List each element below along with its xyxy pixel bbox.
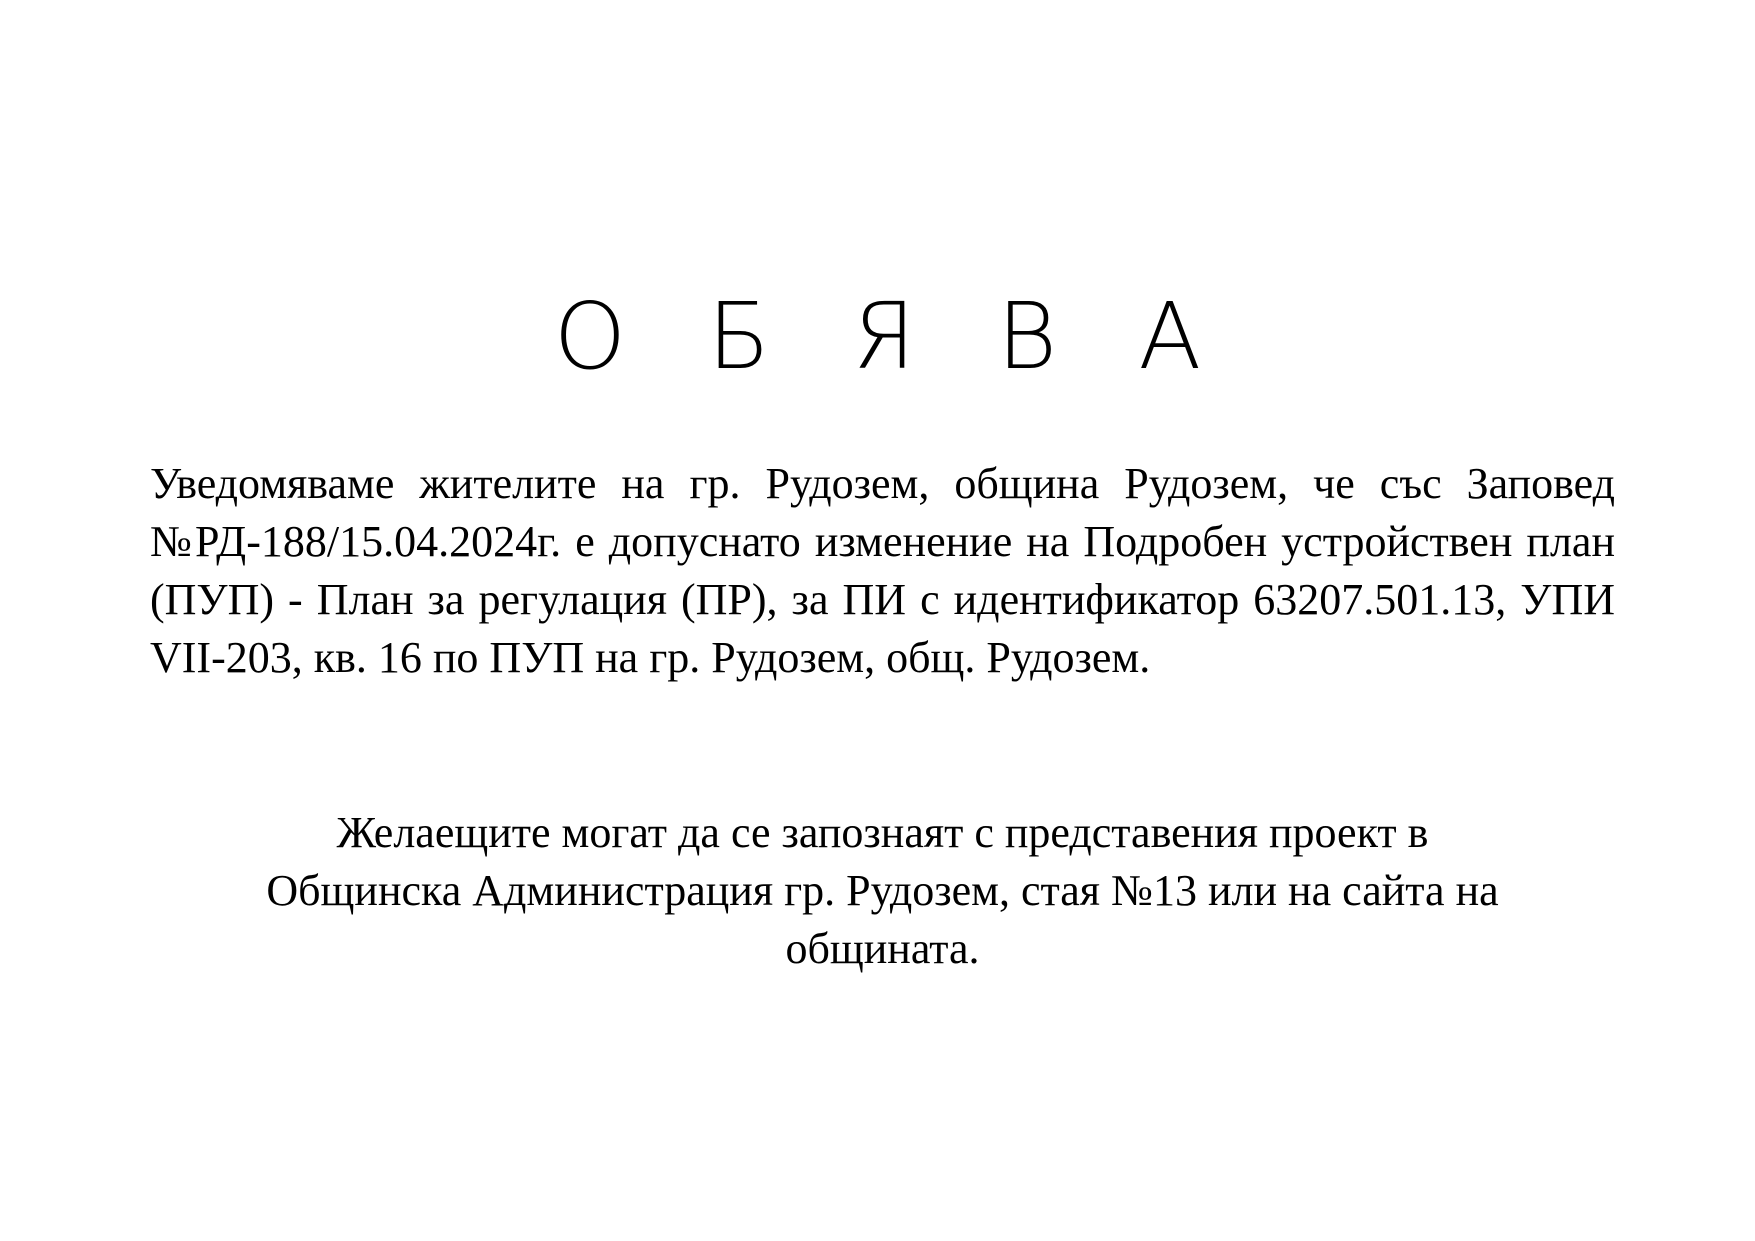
info-line: Желаещите могат да се запознаят с представения проект в <box>336 808 1429 857</box>
info-line: Общинска Администрация гр. Рудозем, стая №13 или на сайта на <box>266 866 1499 915</box>
notice-info-paragraph <box>150 804 1615 978</box>
notice-body-paragraph: Уведомяваме жителите на гр. Рудозем, община Рудозем, че със Заповед №РД-188/15.04.2024г. е допуснато изменение на Подробен устройствен план (ПУП) - План за регулация (ПР), за ПИ с идентификатор 63207.501.13, УПИ VII-203, кв. 16 по ПУП на гр. Рудозем, общ. Рудозем. <box>150 459 1615 682</box>
info-line: общината. <box>785 924 980 973</box>
notice-title: О Б Я В А <box>553 283 1228 390</box>
